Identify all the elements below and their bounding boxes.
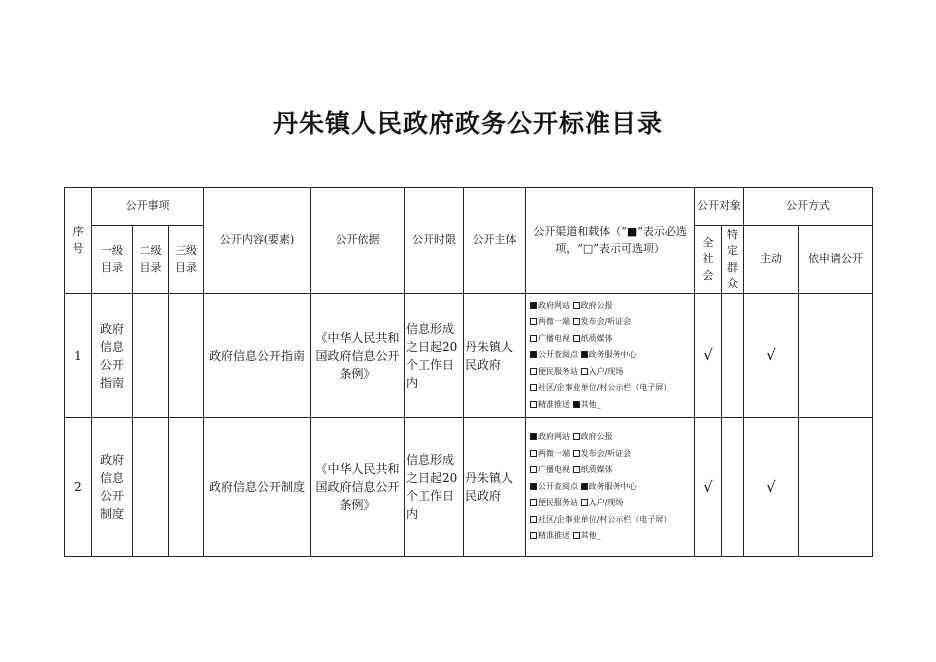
channel-label: 入户/现场 bbox=[588, 498, 624, 508]
unchecked-box-icon bbox=[530, 532, 537, 539]
unchecked-box-icon bbox=[581, 499, 588, 506]
channel-label: 两微一端 bbox=[538, 448, 571, 458]
checked-box-icon bbox=[573, 401, 580, 408]
checked-box-icon bbox=[581, 351, 588, 358]
level3-header: 三级目录 bbox=[169, 226, 204, 294]
channel-label: 社区/企事业单位/村公示栏（电子屏） bbox=[538, 514, 672, 524]
row-level2 bbox=[133, 418, 169, 557]
row-time-limit: 信息形成之日起20个工作日内 bbox=[405, 418, 464, 557]
channel-line bbox=[530, 397, 693, 414]
seq-header: 序号 bbox=[65, 188, 92, 294]
unchecked-box-icon bbox=[573, 335, 580, 342]
row-seq: 1 bbox=[65, 294, 92, 418]
table-row bbox=[65, 418, 873, 557]
row-target-all: √ bbox=[695, 418, 722, 557]
target-all-header: 全社会 bbox=[695, 226, 722, 294]
row-subject: 丹朱镇人民政府 bbox=[464, 294, 526, 418]
channel-line bbox=[530, 331, 693, 348]
method-group-header: 公开方式 bbox=[744, 188, 873, 226]
unchecked-box-icon bbox=[530, 335, 537, 342]
header-row-1 bbox=[65, 188, 873, 226]
standard-catalog-table bbox=[64, 187, 873, 557]
channel-label: 广播电视 bbox=[538, 333, 571, 343]
channel-label: 政府网站 bbox=[538, 432, 571, 442]
channel-label: 入户/现场 bbox=[588, 366, 624, 376]
channel-header: 公开渠道和载体（“■”表示必选项，“□”表示可选项） bbox=[526, 188, 695, 294]
unchecked-box-icon bbox=[530, 516, 537, 523]
row-method-active: √ bbox=[744, 294, 799, 418]
channel-label: 精准推送 bbox=[538, 531, 571, 541]
unchecked-box-icon bbox=[530, 466, 537, 473]
table-row bbox=[65, 294, 873, 418]
channel-label: 政务服务中心 bbox=[588, 481, 637, 491]
checked-box-icon bbox=[530, 351, 537, 358]
channel-label: 政府网站 bbox=[538, 300, 571, 310]
channel-line bbox=[530, 446, 693, 463]
row-time-limit: 信息形成之日起20个工作日内 bbox=[405, 294, 464, 418]
channel-line bbox=[530, 495, 693, 512]
channel-line bbox=[530, 479, 693, 496]
row-level1: 政府信息公开指南 bbox=[92, 294, 133, 418]
channel-label: 公开查阅点 bbox=[538, 350, 579, 360]
channel-label: 纸质媒体 bbox=[580, 465, 613, 475]
channel-line bbox=[530, 429, 693, 446]
channel-label: 政府公报 bbox=[580, 300, 613, 310]
unchecked-box-icon bbox=[530, 384, 537, 391]
channel-label: 其他_ bbox=[580, 399, 601, 409]
channel-label: 便民服务站 bbox=[538, 498, 579, 508]
target-specific-header: 特定群众 bbox=[722, 226, 744, 294]
row-target-all: √ bbox=[695, 294, 722, 418]
unchecked-box-icon bbox=[530, 368, 537, 375]
row-channels bbox=[526, 418, 695, 557]
channel-label: 政务服务中心 bbox=[588, 350, 637, 360]
checked-box-icon bbox=[530, 302, 537, 309]
channel-line bbox=[530, 528, 693, 545]
row-target-specific bbox=[722, 294, 744, 418]
channel-line bbox=[530, 364, 693, 381]
unchecked-box-icon bbox=[573, 450, 580, 457]
channel-label: 公开查阅点 bbox=[538, 481, 579, 491]
row-seq: 2 bbox=[65, 418, 92, 557]
channel-line bbox=[530, 380, 693, 397]
channel-label: 社区/企事业单位/村公示栏（电子屏） bbox=[538, 383, 672, 393]
channel-line bbox=[530, 462, 693, 479]
row-channels bbox=[526, 294, 695, 418]
unchecked-box-icon bbox=[530, 450, 537, 457]
channel-label: 发布会/听证会 bbox=[580, 317, 632, 327]
checked-box-icon bbox=[581, 483, 588, 490]
channel-label: 发布会/听证会 bbox=[580, 448, 632, 458]
time-limit-header: 公开时限 bbox=[405, 188, 464, 294]
channel-label: 广播电视 bbox=[538, 465, 571, 475]
unchecked-box-icon bbox=[573, 466, 580, 473]
unchecked-box-icon bbox=[573, 532, 580, 539]
level2-header: 二级目录 bbox=[133, 226, 169, 294]
channel-label: 两微一端 bbox=[538, 317, 571, 327]
channel-line bbox=[530, 298, 693, 315]
method-active-header: 主动 bbox=[744, 226, 799, 294]
row-content: 政府信息公开制度 bbox=[204, 418, 311, 557]
unchecked-box-icon bbox=[530, 318, 537, 325]
channel-label: 政府公报 bbox=[580, 432, 613, 442]
row-basis: 《中华人民共和国政府信息公开条例》 bbox=[311, 418, 405, 557]
target-group-header: 公开对象 bbox=[695, 188, 744, 226]
unchecked-box-icon bbox=[581, 368, 588, 375]
content-header: 公开内容(要素) bbox=[204, 188, 311, 294]
channel-label: 纸质媒体 bbox=[580, 333, 613, 343]
item-group-header: 公开事项 bbox=[92, 188, 204, 226]
row-level3 bbox=[169, 418, 204, 557]
checked-box-icon bbox=[530, 433, 537, 440]
level1-header: 一级目录 bbox=[92, 226, 133, 294]
method-request-header: 依申请公开 bbox=[799, 226, 873, 294]
row-level1: 政府信息公开制度 bbox=[92, 418, 133, 557]
row-level3 bbox=[169, 294, 204, 418]
channel-label: 其他_ bbox=[580, 531, 601, 541]
basis-header: 公开依据 bbox=[311, 188, 405, 294]
row-subject: 丹朱镇人民政府 bbox=[464, 418, 526, 557]
row-content: 政府信息公开指南 bbox=[204, 294, 311, 418]
row-basis: 《中华人民共和国政府信息公开条例》 bbox=[311, 294, 405, 418]
row-method-active: √ bbox=[744, 418, 799, 557]
channel-line bbox=[530, 347, 693, 364]
row-target-specific bbox=[722, 418, 744, 557]
row-method-request bbox=[799, 418, 873, 557]
channel-label: 精准推送 bbox=[538, 399, 571, 409]
row-level2 bbox=[133, 294, 169, 418]
row-method-request bbox=[799, 294, 873, 418]
unchecked-box-icon bbox=[573, 433, 580, 440]
document-title: 丹朱镇人民政府政务公开标准目录 bbox=[272, 109, 663, 138]
channel-label: 便民服务站 bbox=[538, 366, 579, 376]
subject-header: 公开主体 bbox=[464, 188, 526, 294]
checked-box-icon bbox=[530, 483, 537, 490]
channel-line bbox=[530, 314, 693, 331]
channel-line bbox=[530, 512, 693, 529]
unchecked-box-icon bbox=[530, 401, 537, 408]
unchecked-box-icon bbox=[530, 499, 537, 506]
unchecked-box-icon bbox=[573, 318, 580, 325]
unchecked-box-icon bbox=[573, 302, 580, 309]
